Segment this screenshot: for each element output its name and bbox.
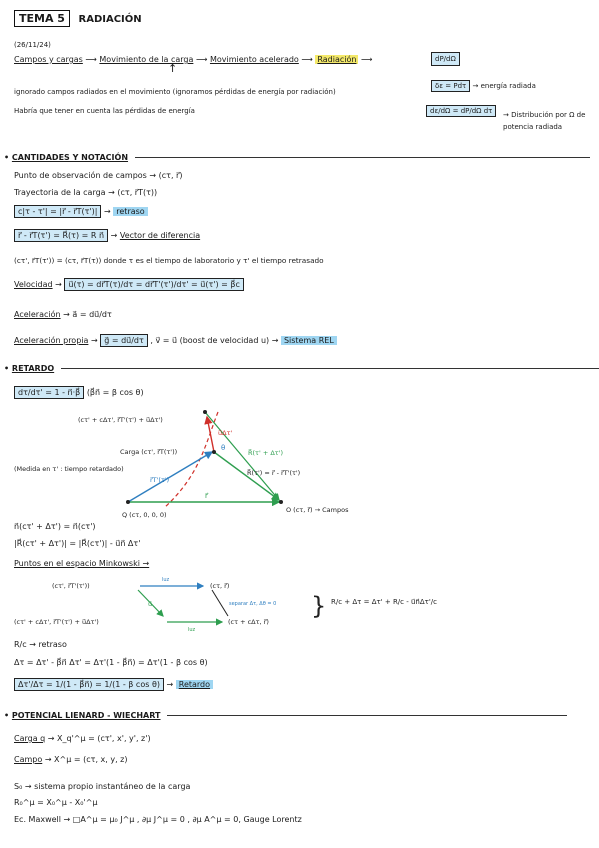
- point-top: [203, 410, 207, 414]
- label-theta: θ: [221, 444, 226, 452]
- ret-e3: R/c → retraso: [14, 640, 67, 649]
- mk-p1: (cτ', r⃗T'(τ')): [52, 582, 90, 590]
- cant-l8-rest: , v⃗ = u⃗ (boost de velocidad u) →: [150, 336, 279, 345]
- box-pdt: δε = Pdτ: [431, 80, 470, 92]
- arrow-icon: ⟶: [85, 55, 100, 64]
- intro-ignore: ignorado campos radiados en el movimiento (ignoramos pérdidas de energía por radiación): [14, 88, 336, 96]
- section-potencial-title: POTENCIAL LIENARD - WIECHART: [11, 711, 161, 720]
- cant-l7-label: Aceleración: [14, 310, 61, 319]
- label-O: O (cτ, r⃗) → Campos: [286, 506, 349, 514]
- energy-label: → energía radiada: [472, 82, 536, 90]
- cant-l8-tag: Sistema REL: [281, 336, 337, 345]
- pot-p3: S₀ → sistema propio instantáneo de la carga: [14, 782, 191, 791]
- section-retardo-title: RETARDO: [11, 364, 55, 373]
- pdt-row: [431, 81, 536, 91]
- bullet-icon: •: [4, 711, 12, 720]
- retardo-diagram: [0, 400, 599, 525]
- label-r: r⃗: [205, 492, 208, 500]
- chain-item-2: Movimiento de la carga: [99, 55, 194, 64]
- trajectory-curve: [164, 412, 218, 508]
- pot-p2-label: Campo: [14, 755, 43, 764]
- pot-p1: [14, 734, 151, 744]
- label-R-delta: R⃗(τ' + Δτ'): [248, 449, 284, 457]
- label-r-prime: r⃗T'(τ'): [150, 476, 170, 484]
- section-divider: [135, 157, 590, 158]
- arrow-icon: →: [90, 336, 101, 345]
- section-retardo: [4, 364, 599, 373]
- pot-p5: Ec. Maxwell → □A^μ = μ₀ J^μ , ∂μ J^μ = 0 , ∂μ A^μ = 0, Gauge Lorentz: [14, 815, 302, 824]
- chain-item-4: Radiación: [317, 55, 357, 64]
- chain-item-3: Movimiento acelerado: [209, 55, 299, 64]
- arrow-icon: →: [104, 207, 114, 216]
- cant-l8: [14, 336, 337, 346]
- ret-final: [14, 680, 213, 690]
- bullet-icon: •: [4, 364, 12, 373]
- distrib-row: [426, 106, 496, 116]
- box-distrib: dε/dΩ = dP/dΩ dτ: [426, 105, 496, 117]
- section-cantidades: [4, 153, 590, 162]
- point-carga: [212, 450, 216, 454]
- cant-l6: [14, 280, 244, 290]
- ret-eq-row: [14, 388, 144, 398]
- label-medida: (Medida en τ' : tiempo retardado): [14, 465, 124, 473]
- ret-e4: Δτ = Δτ' - β⃗n⃗ Δτ' = Δτ'(1 - β⃗n⃗) = Δτ'(1 - β cos θ): [14, 658, 208, 667]
- label-Q: Q (cτ, 0, 0, 0): [122, 511, 167, 519]
- label-R: R⃗(τ') = r⃗ - r⃗T'(τ'): [247, 469, 301, 477]
- mk-p4: (cτ + cΔτ, r⃗): [228, 618, 269, 626]
- arrow-icon: ⟶: [361, 55, 373, 64]
- cant-l1: Punto de observación de campos → (cτ, r⃗): [14, 171, 183, 180]
- rT-vector: [128, 452, 212, 502]
- section-divider: [167, 715, 567, 716]
- section-divider: [61, 368, 599, 369]
- cant-l8-label: Aceleración propia: [14, 336, 89, 345]
- intro-chain: [14, 55, 372, 65]
- pot-p2: [14, 755, 128, 765]
- cant-l4-tag: Vector de diferencia: [119, 231, 201, 240]
- cant-l3-box: c|τ - τ'| = |r⃗ - r⃗T(τ')|: [14, 205, 101, 218]
- mk-p3: (cτ' + cΔτ', r⃗T'(τ') + u⃗Δτ'): [14, 618, 99, 626]
- pot-p1-label: Carga q: [14, 734, 46, 743]
- arrow-icon: →: [166, 680, 176, 689]
- mk-luz-2: luz: [188, 627, 196, 632]
- arrow-icon: ⟶: [301, 55, 316, 64]
- page-subtitle: RADIACIÓN: [78, 14, 142, 25]
- cant-l7-text: a⃗ = du⃗/dτ: [72, 310, 112, 319]
- label-top: (cτ' + cΔτ', r⃗T'(τ') + u⃗Δτ'): [78, 416, 163, 424]
- cant-l4-box: r⃗ - r⃗T(τ') = R⃗(τ) = R n⃗: [14, 229, 108, 242]
- cant-l6-box: u⃗(τ) = dr⃗T(τ)/dτ = dr⃗T'(τ')/dτ' = u⃗(τ') = β⃗c: [64, 278, 244, 291]
- arrow-icon: ⟶: [195, 55, 210, 64]
- mk-sep: separar Δτ, Δθ = 0: [229, 601, 277, 607]
- page-title-block: [14, 14, 142, 25]
- arrow-icon: →: [110, 231, 120, 240]
- pot-p1-text: → X_q'^μ = (cτ', x', y', z'): [47, 734, 151, 743]
- point-Q: [126, 500, 130, 504]
- cant-l4: [14, 231, 200, 241]
- ret-final-box: Δτ'/Δτ = 1/(1 - β⃗n⃗) = 1/(1 - β cos θ): [14, 678, 164, 691]
- mk-rhs: R/c + Δτ = Δτ' + R/c - u⃗n⃗Δτ'/c: [331, 598, 438, 606]
- ret-e2: |R⃗(cτ' + Δτ')| = |R⃗(cτ')| - u⃗n⃗ Δτ': [14, 539, 141, 548]
- ret-box-eq: dτ/dτ' = 1 - n⃗·β⃗: [14, 386, 84, 399]
- label-carga: Carga (cτ', r⃗T(τ')): [120, 448, 178, 456]
- ret-final-tag: Retardo: [176, 680, 213, 689]
- point-O: [279, 500, 283, 504]
- pot-p4: R₀^μ = X₀^μ - X₀'^μ: [14, 798, 98, 807]
- chain-item-1: Campos y cargas: [14, 55, 83, 64]
- box-dP: dP/dΩ: [431, 52, 460, 66]
- cant-l7: [14, 310, 112, 320]
- distrib-label: → Distribución por Ω de potencia radiada: [503, 111, 586, 131]
- cant-l5: (cτ', r⃗T(τ')) = (cτ, r⃗T(τ)) donde τ es el tiempo de laboratorio y τ' el tiempo retrasado: [14, 256, 324, 265]
- page-date: (26/11/24): [14, 41, 51, 49]
- label-u-dt: u⃗Δτ': [218, 429, 233, 437]
- minkowski-diagram: [0, 568, 599, 632]
- bullet-icon: •: [4, 153, 12, 162]
- section-cantidades-title: CANTIDADES Y NOTACIÓN: [11, 153, 129, 162]
- ret-minkowski-title: Puntos en el espacio Minkowski →: [14, 559, 150, 568]
- mk-p2: (cτ, r⃗): [210, 582, 230, 590]
- dt-link: [212, 590, 228, 616]
- up-arrow-icon: ↑: [168, 62, 178, 75]
- mk-luz-1: luz: [162, 577, 170, 583]
- brace-icon: }: [311, 592, 327, 620]
- cant-l3: [14, 207, 148, 217]
- page-title: TEMA 5: [14, 10, 70, 27]
- section-potencial: [4, 711, 567, 720]
- mk-u: u⃗: [148, 600, 153, 608]
- cant-l3-tag: retraso: [113, 207, 147, 216]
- ret-eq-note: (β⃗n⃗ = β cos θ): [86, 388, 144, 397]
- intro-must: Habría que tener en cuenta las pérdidas de energía: [14, 107, 195, 115]
- arrow-icon: →: [63, 310, 73, 319]
- ret-e1: n⃗(cτ' + Δτ') = n⃗(cτ'): [14, 522, 96, 531]
- pot-p2-text: → X^μ = (cτ, x, y, z): [44, 755, 128, 764]
- cant-l6-label: Velocidad: [14, 280, 53, 289]
- cant-l2: Trayectoria de la carga → (cτ, r⃗T(τ)): [14, 188, 158, 197]
- arrow-icon: →: [55, 280, 65, 289]
- cant-l8-box: g⃗ = du⃗/dτ: [100, 334, 148, 347]
